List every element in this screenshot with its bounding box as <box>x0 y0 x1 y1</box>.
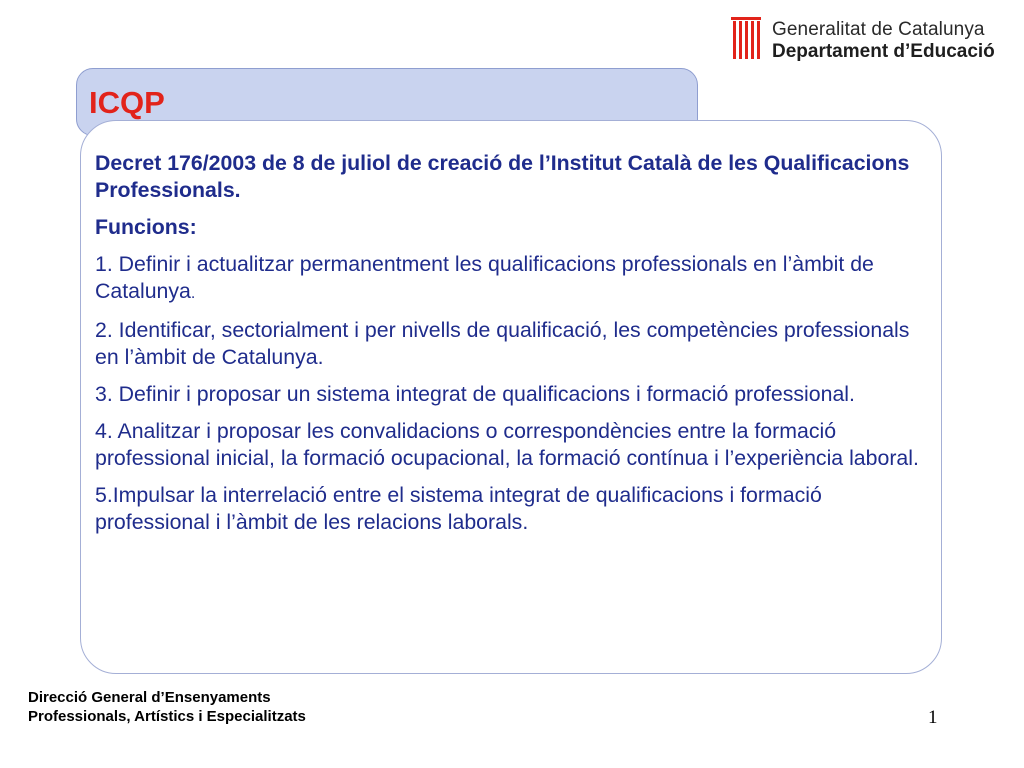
senyera-emblem-icon <box>731 17 761 61</box>
function-item-3: 3. Definir i proposar un sistema integrat de qualificacions i formació professional. <box>95 382 855 406</box>
function-item-1: 1. Definir i actualitzar permanentment les qualificacions professionals en l’àmbit de Catalunya. <box>95 252 874 303</box>
function-item-5: 5.Impulsar la interrelació entre el sistema integrat de qualificacions i formació professional i l’àmbit de les relacions laborals. <box>95 483 822 534</box>
function-item-4: 4. Analitzar i proposar les convalidacions o correspondències entre la formació professional inicial, la formació ocupacional, la formació contínua i l’experiència laboral. <box>95 419 919 470</box>
slide-title: ICQP <box>89 85 165 120</box>
decree-heading: Decret 176/2003 de 8 de juliol de creació de l’Institut Català de les Qualificacions Professionals. <box>95 151 910 202</box>
page-number: 1 <box>928 707 938 728</box>
logo-text-generalitat: Generalitat de Catalunya <box>772 19 985 40</box>
logo-text-departament: Departament d’Educació <box>772 41 995 62</box>
functions-label: Funcions: <box>95 215 197 239</box>
footer-org-line1: Direcció General d’Ensenyaments <box>28 689 271 706</box>
function-item-2: 2. Identificar, sectorialment i per nivells de qualificació, les competències professionals en l’àmbit de Catalunya. <box>95 318 910 369</box>
footer-organization <box>28 688 306 726</box>
footer-org-line2: Professionals, Artístics i Especialitzats <box>28 708 306 725</box>
slide-content <box>95 150 930 546</box>
